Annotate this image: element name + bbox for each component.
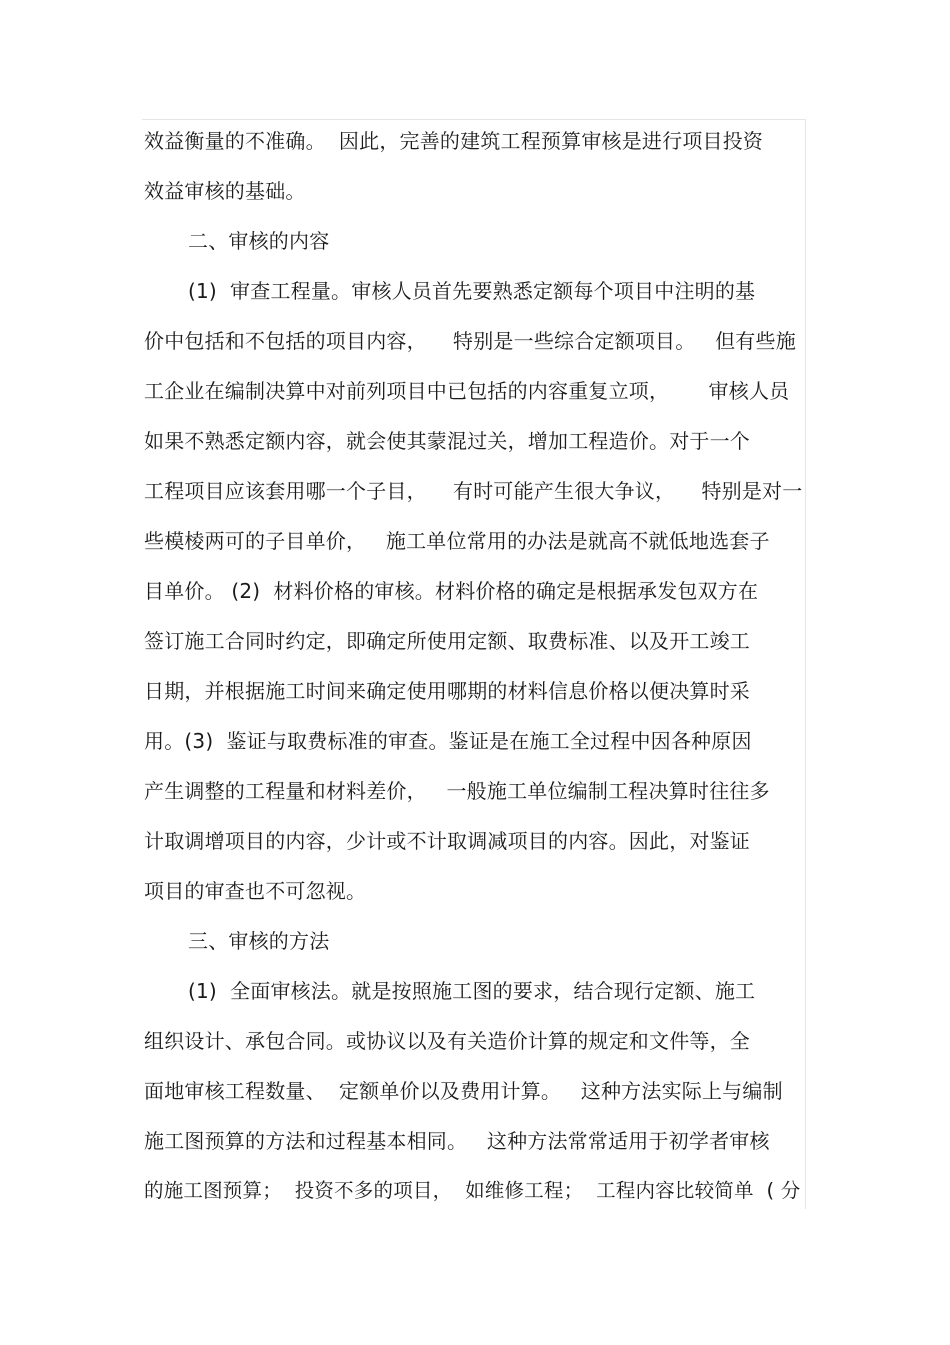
text-line-5: 价中包括和不包括的项目内容， 特别是一些综合定额项目。 但有些施 — [144, 329, 796, 353]
text-line-11: 签订施工合同时约定，即确定所使用定额、取费标准、以及开工竣工 — [144, 629, 750, 653]
text-line-6: 工企业在编制决算中对前列项目中已包括的内容重复立项， 审核人员 — [144, 379, 790, 403]
text-line-21: 施工图预算的方法和过程基本相同。 这种方法常常适用于初学者审核 — [144, 1129, 770, 1153]
text-line-2: 效益审核的基础。 — [144, 179, 306, 203]
text-line-14: 产生调整的工程量和材料差价， 一般施工单位编制工程决算时往往多 — [144, 779, 770, 803]
text-line-1: 效益衡量的不准确。 因此，完善的建筑工程预算审核是进行项目投资 — [144, 129, 764, 153]
text-line-8: 工程项目应该套用哪一个子目， 有时可能产生很大争议， 特别是对一 — [144, 479, 803, 503]
text-line-10: 目单价。 (2) 材料价格的审核。材料价格的确定是根据承发包双方在 — [144, 579, 759, 603]
section-heading-content: 二、审核的内容 — [188, 229, 330, 253]
text-line-12: 日期，并根据施工时间来确定使用哪期的材料信息价格以便决算时采 — [144, 679, 750, 703]
text-line-15: 计取调增项目的内容，少计或不计取调减项目的内容。因此，对鉴证 — [144, 829, 750, 853]
text-line-22: 的施工图预算； 投资不多的项目， 如维修工程； 工程内容比较简单 ( 分 — [144, 1179, 801, 1202]
text-line-9: 些模棱两可的子目单价， 施工单位常用的办法是就高不就低地选套子 — [144, 529, 770, 553]
section-heading-method: 三、审核的方法 — [188, 929, 330, 953]
text-line-19: 组织设计、承包合同。或协议以及有关造价计算的规定和文件等，全 — [144, 1029, 750, 1053]
document-body — [144, 116, 808, 1216]
text-line-18: (1) 全面审核法。就是按照施工图的要求，结合现行定额、施工 — [188, 979, 756, 1003]
text-line-4: (1) 审查工程量。审核人员首先要熟悉定额每个项目中注明的基 — [188, 279, 756, 303]
text-line-7: 如果不熟悉定额内容，就会使其蒙混过关，增加工程造价。对于一个 — [144, 429, 750, 453]
text-line-16: 项目的审查也不可忽视。 — [144, 879, 367, 903]
text-line-13: 用。(3) 鉴证与取费标准的审查。鉴证是在施工全过程中因各种原因 — [144, 729, 752, 753]
text-line-20: 面地审核工程数量、 定额单价以及费用计算。 这种方法实际上与编制 — [144, 1079, 783, 1103]
